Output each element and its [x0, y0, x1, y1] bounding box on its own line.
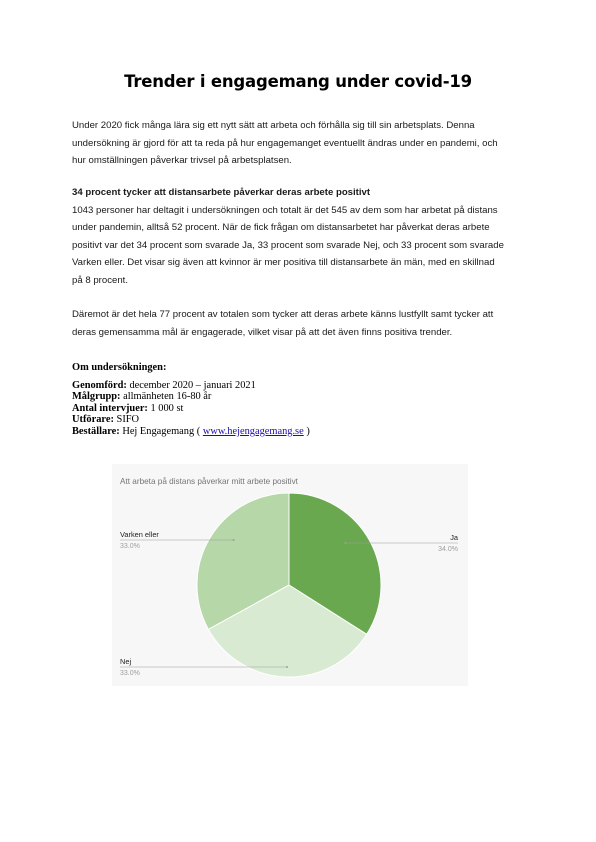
slice-percent: 33.0% [120, 670, 140, 677]
section-line: positivt var det 34 procent som svarade Ja, 33 procent som svarade Nej, och 33 procent som svarade [72, 239, 504, 251]
about-row-utforare: Utförare: SIFO [72, 414, 140, 426]
closing-paragraph [72, 306, 532, 341]
slice-percent: 33.0% [120, 543, 140, 550]
section-line: under pandemin, alltså 52 procent. När de fick frågan om distansarbetet har påverkat deras arbete [72, 222, 490, 234]
about-row-genomford: Genomförd: december 2020 – januari 2021 [72, 379, 256, 391]
about-row-bestallare: Beställare: Hej Engagemang ( www.hejengagemang.se ) [72, 425, 310, 437]
intro-paragraph [72, 117, 532, 170]
about-row-intervjuer: Antal intervjuer: 1 000 st [72, 402, 184, 414]
slice-percent: 34.0% [438, 546, 458, 553]
slice-label: Varken eller [120, 530, 159, 539]
slice-label: Nej [120, 657, 132, 666]
leader-dot [286, 666, 288, 668]
slice-label: Ja [450, 533, 458, 542]
about-row-malgrupp: Målgrupp: allmänheten 16-80 år [72, 391, 212, 403]
document-title: Trender i engagemang under covid-19 [124, 72, 472, 91]
website-link[interactable]: www.hejengagemang.se [202, 425, 304, 437]
result-section [72, 184, 532, 290]
section-line: Varken eller. Det visar sig även att kvinnor är mer positiva till distansarbete än män, med en skillnad [72, 257, 495, 269]
intro-line: hur omställningen påverkar trivsel på arbetsplatsen. [72, 155, 292, 167]
about-heading: Om undersökningen: [72, 362, 167, 373]
section-line: 1043 personer har deltagit i undersökningen och totalt är det 545 av dem som har arbetat på distans [72, 204, 498, 216]
closing-line: Däremot är det hela 77 procent av totalen som tycker att deras arbete känns lustfyllt samt tycker att [72, 309, 494, 320]
section-heading: 34 procent tycker att distansarbete påverkar deras arbete positivt [72, 187, 371, 198]
intro-line: undersökning är gjord för att ta reda på hur engagemanget eventuellt ändras under en pandemi, och [72, 137, 498, 149]
chart-title: Att arbeta på distans påverkar mitt arbete positivt [120, 477, 298, 486]
about-section [72, 362, 532, 438]
pie-chart-container [112, 464, 468, 686]
section-line: på 8 procent. [72, 274, 129, 286]
leader-dot [344, 542, 346, 544]
intro-line: Under 2020 fick många lära sig ett nytt sätt att arbeta och förhålla sig till sin arbetsplats. Denna [72, 120, 475, 131]
leader-dot [233, 539, 235, 541]
closing-line: deras gemensamma mål är engagerade, vilket visar på att det även finns positiva trender. [72, 326, 453, 338]
pie-chart [112, 464, 468, 686]
